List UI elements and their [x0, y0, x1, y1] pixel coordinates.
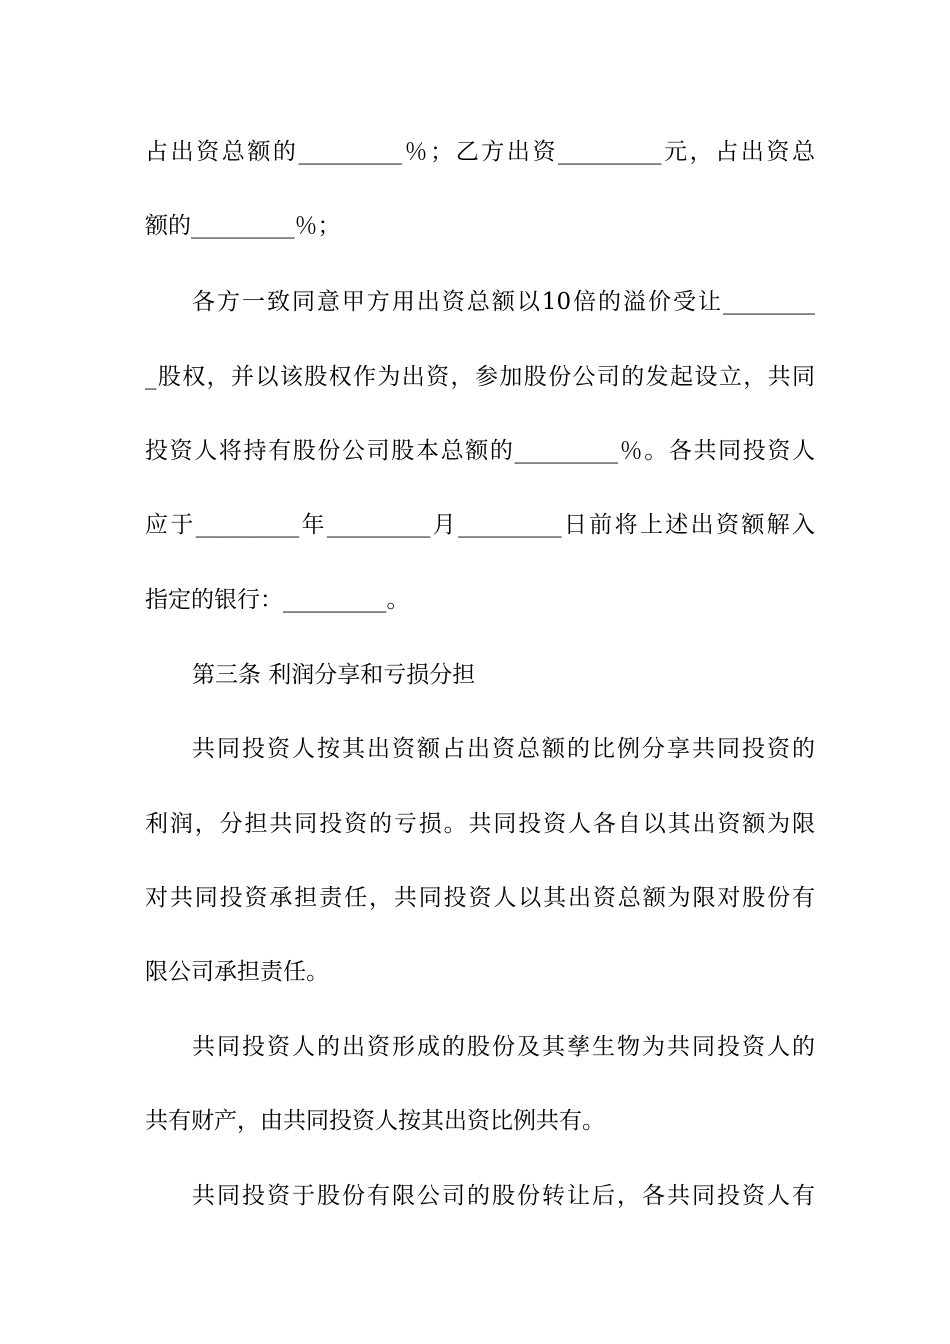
text-line: 额的_________％；: [145, 213, 341, 239]
text-line: 限公司承担责任。: [145, 959, 329, 985]
paragraph-first-line: 共同投资人的出资形成的股份及其孳生物为共同投资人的: [192, 1034, 815, 1060]
text-line: _股权，并以该股权作为出资，参加股份公司的发起设立，共同: [145, 364, 815, 390]
text-line: 占出资总额的_________％；乙方出资_________元，占出资总: [145, 139, 815, 165]
text-line: 对共同投资承担责任，共同投资人以其出资总额为限对股份有: [145, 885, 815, 911]
text-line: 共有财产，由共同投资人按其出资比例共有。: [145, 1108, 605, 1134]
paragraph-first-line: 共同投资于股份有限公司的股份转让后，各共同投资人有: [192, 1183, 815, 1209]
text-line: 利润，分担共同投资的亏损。共同投资人各自以其出资额为限: [145, 811, 815, 837]
text-line: 应于_________年_________月_________日前将上述出资额解入: [145, 512, 815, 538]
paragraph-first-line: 共同投资人按其出资额占出资总额的比例分享共同投资的: [192, 736, 815, 762]
paragraph-first-line: 各方一致同意甲方用出资总额以10倍的溢价受让________: [192, 289, 815, 315]
section-heading: 第三条 利润分享和亏损分担: [192, 662, 476, 688]
text-line: 投资人将持有股份公司股本总额的_________％。各共同投资人: [145, 438, 815, 464]
text-line: 指定的银行：_________。: [145, 587, 410, 613]
